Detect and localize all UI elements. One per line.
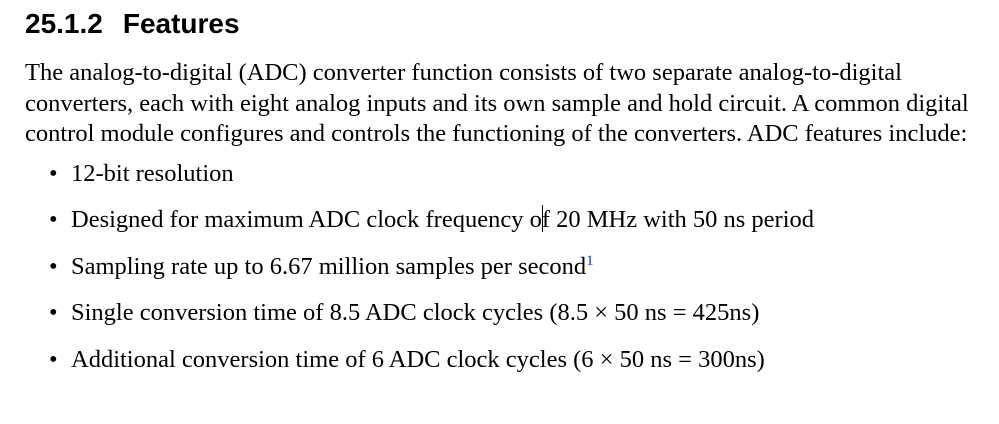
bullet-icon: • [49,159,58,187]
list-item-text: 12-bit resolution [71,159,234,187]
bullet-icon: • [49,345,58,373]
bullet-icon: • [49,206,58,233]
list-item-text-part: f 20 MHz with 50 ns period [541,206,815,233]
section-heading [25,4,990,44]
section-number: 25.1.2 [25,8,103,39]
list-item [25,298,990,328]
list-item [25,345,990,375]
bullet-icon: • [49,299,58,326]
list-item [25,159,990,189]
list-item-text-part: Designed for maximum ADC clock frequency o [71,206,542,233]
list-item [25,252,990,282]
bullet-icon: • [49,252,58,280]
section-title: Features [122,8,240,39]
feature-list [25,159,990,375]
list-item-text: Single conversion time of 8.5 ADC clock cycles (8.5 × 50 ns = 425ns) [71,299,760,326]
footnote-link[interactable]: 1 [586,252,594,269]
intro-paragraph: The analog-to-digital (ADC) converter function consists of two separate analog-to-digital converters, each with eight analog inputs and its own sample and hold circuit. A common digital control module configures and controls the functioning of the converters. ADC features include: [25,59,969,147]
document-page [25,4,990,391]
list-item-text: Sampling rate up to 6.67 million samples per second [71,252,587,280]
list-item-text: Additional conversion time of 6 ADC clock cycles (6 × 50 ns = 300ns) [71,345,765,373]
list-item [25,205,990,235]
